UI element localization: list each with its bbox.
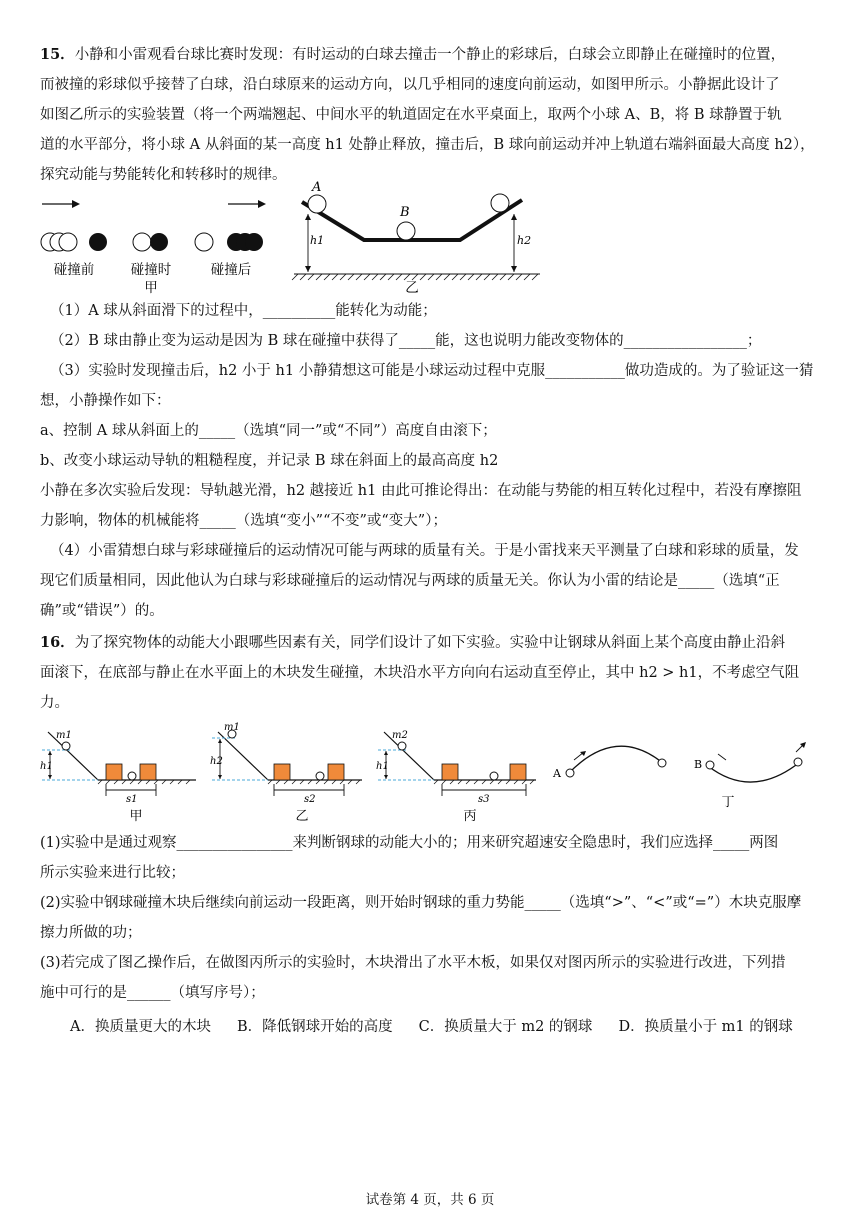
- label-m2: m2: [392, 730, 408, 741]
- question-number: 15．: [40, 46, 75, 63]
- stem-line: 力。: [40, 695, 69, 711]
- collision-diagram: [40, 180, 824, 296]
- sub-question: (2)实验中钢球碰撞木块后继续向前运动一段距离，则开始时钢球的重力势能_____（选填“>”、“<”或“=”）木块克服摩: [40, 895, 802, 911]
- sub-question: （1）A 球从斜面滑下的过程中，__________能转化为动能；: [50, 303, 437, 319]
- question-number: 16．: [40, 634, 75, 651]
- label-A: A: [312, 180, 322, 195]
- label-m1: m1: [224, 722, 240, 733]
- track-diagram: [292, 194, 540, 280]
- panel-jia: [42, 732, 196, 796]
- sub-question: 擦力所做的功；: [40, 925, 142, 941]
- answer-options: [40, 1012, 824, 1042]
- sub-question: 确”或“错误”）的。: [40, 603, 164, 619]
- panel-ding: [566, 742, 806, 782]
- sub-question: (3)若完成了图乙操作后，在做图丙所示的实验时，木块滑出了水平木板，如果仅对图丙所示的实验进行改进，下列措: [40, 955, 786, 971]
- sub-question: 施中可行的是______（填写序号）；: [40, 985, 265, 1001]
- question-15: [40, 40, 824, 626]
- label-h2: h2: [517, 234, 532, 247]
- sub-question: （3）实验时发现撞击后，h2 小于 h1 小静猜想这可能是小球运动过程中克服___________做功造成的。为了验证这一猜: [50, 363, 814, 379]
- label-s1: s1: [126, 794, 138, 805]
- stem-line: 面滚下，在底部与静止在水平面上的木块发生碰撞，木块沿水平方向向右运动直至停止，其中 h2 > h1，不考虑空气阻: [40, 665, 800, 681]
- label-after: 碰撞后: [210, 262, 252, 278]
- arrow-icon: [228, 200, 266, 208]
- sub-question: （4）小雷猜想白球与彩球碰撞后的运动情况可能与两球的质量有关。于是小雷找来天平测量了白球和彩球的质量，发: [50, 543, 799, 559]
- option-c: C．换质量大于 m2 的钢球: [418, 1019, 593, 1035]
- figure-15: [40, 180, 824, 296]
- label-s3: s3: [478, 794, 490, 805]
- label-during: 碰撞时: [130, 262, 172, 278]
- label-A: A: [553, 767, 561, 780]
- sub-question: 小静在多次实验后发现：导轨越光滑，h2 越接近 h1 由此可推论得出：在动能与势能的相互转化过程中，若没有摩擦阻: [40, 483, 802, 499]
- stem-line: 如图乙所示的实验装置（将一个两端翘起、中间水平的轨道固定在水平桌面上，取两个小球 A、B，将 B 球静置于轨: [40, 107, 782, 123]
- option-b: B．降低钢球开始的高度: [236, 1019, 393, 1035]
- option-d: D．换质量小于 m1 的钢球: [618, 1019, 793, 1035]
- ball-group-during: [133, 233, 168, 251]
- sub-question: 想，小静操作如下：: [40, 393, 171, 409]
- sub-question: （2）B 球由静止变为运动是因为 B 球在碰撞中获得了_____能，这也说明力能改变物体的_________________；: [50, 333, 762, 349]
- question-16: [40, 628, 824, 1042]
- kinetic-energy-diagram: [40, 724, 824, 824]
- label-yi: 乙: [405, 280, 419, 296]
- option-a: A．换质量更大的木块: [70, 1019, 211, 1035]
- sub-question: b、改变小球运动导轨的粗糙程度，并记录 B 球在斜面上的最高高度 h2: [40, 453, 499, 469]
- stem-line: 道的水平部分，将小球 A 从斜面的某一高度 h1 处静止释放，撞击后，B 球向前运动并冲上轨道右端斜面最大高度 h2），: [40, 137, 815, 153]
- sub-question: (1)实验中是通过观察________________来判断钢球的动能大小的；用来研究超速安全隐患时，我们应选择_____两图: [40, 835, 779, 851]
- sub-question: 力影响，物体的机械能将_____（选填“变小”“不变”或“变大”）；: [40, 513, 447, 529]
- label-m1: m1: [56, 730, 72, 741]
- stem-line: 小静和小雷观看台球比赛时发现：有时运动的白球去撞击一个静止的彩球后，白球会立即静止在碰撞时的位置，: [74, 47, 786, 63]
- label-h1: h1: [40, 761, 53, 772]
- stem-line: 而被撞的彩球似乎接替了白球，沿白球原来的运动方向，以几乎相同的速度向前运动，如图甲所示。小静据此设计了: [40, 77, 780, 93]
- label-yi: 乙: [295, 809, 309, 824]
- panel-yi: [212, 730, 362, 796]
- ball-group-after: [195, 233, 263, 251]
- label-h1: h1: [310, 234, 325, 247]
- figure-16: [40, 724, 824, 824]
- label-s2: s2: [304, 794, 316, 805]
- ball-group-before: [41, 233, 107, 251]
- label-B: B: [694, 758, 703, 771]
- sub-question: 所示实验来进行比较；: [40, 865, 185, 881]
- exam-page: [40, 40, 824, 1042]
- label-h1: h1: [376, 761, 389, 772]
- label-B: B: [400, 205, 410, 220]
- stem-line: 为了探究物体的动能大小跟哪些因素有关，同学们设计了如下实验。实验中让钢球从斜面上某个高度由静止沿斜: [74, 635, 786, 651]
- label-jia: 甲: [129, 809, 143, 824]
- label-bing: 丙: [463, 809, 477, 824]
- stem-line: 探究动能与势能转化和转移时的规律。: [40, 167, 287, 183]
- panel-bing: [378, 732, 536, 796]
- label-before: 碰撞前: [53, 262, 95, 278]
- page-footer: 试卷第 4 页，共 6 页: [365, 1192, 495, 1208]
- label-jia: 甲: [144, 280, 158, 296]
- arrow-icon: [42, 200, 80, 208]
- label-h2: h2: [210, 756, 223, 767]
- sub-question: 现它们质量相同，因此他认为白球与彩球碰撞后的运动情况与两球的质量无关。你认为小雷的结论是_____（选填“正: [40, 573, 780, 589]
- label-ding: 丁: [721, 795, 735, 810]
- sub-question: a、控制 A 球从斜面上的_____（选填“同一”或“不同”）高度自由滚下；: [40, 423, 497, 439]
